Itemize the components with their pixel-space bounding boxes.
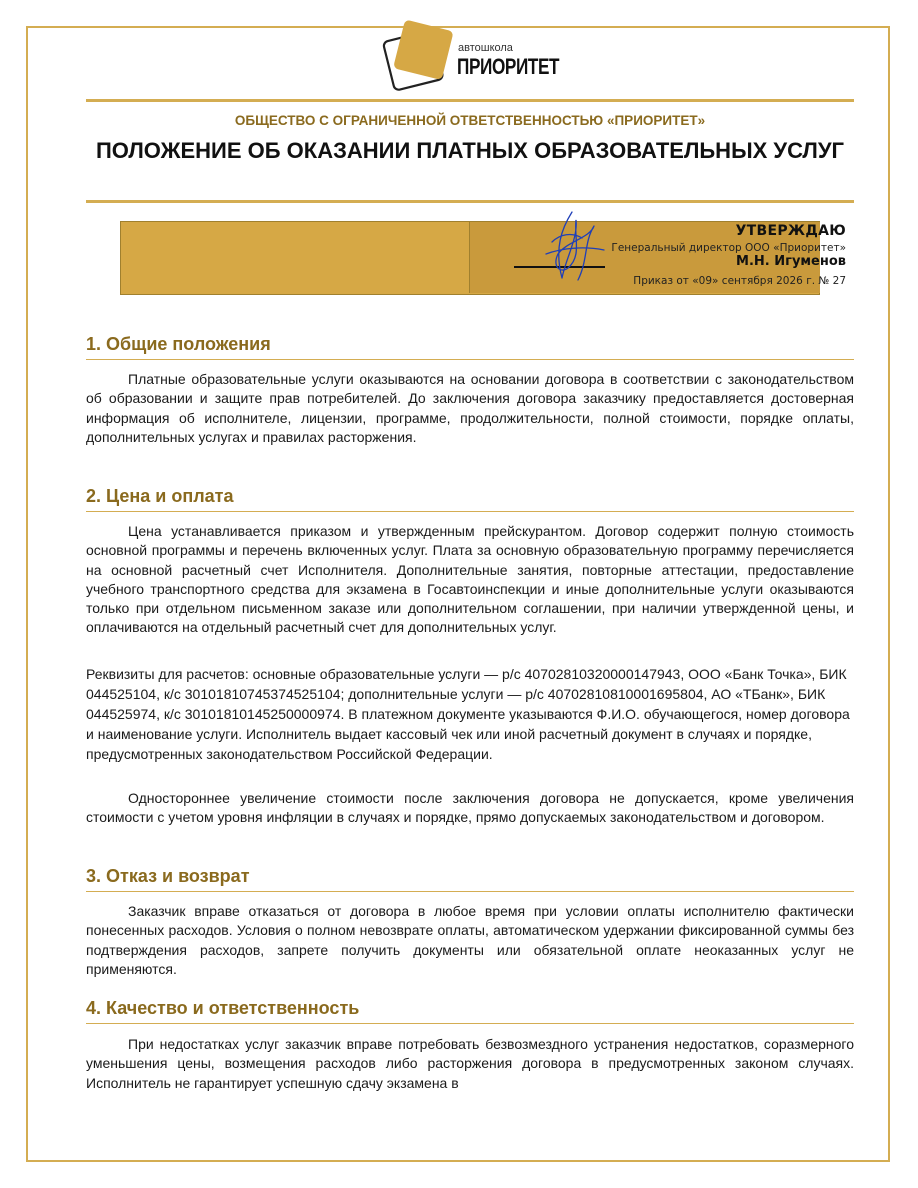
logo-subtitle: автошкола bbox=[458, 42, 513, 54]
section-4-paragraph-1: При недостатках услуг заказчик вправе потребовать безвозмездного устранения недостатков, соразмерного уменьшения цены, возмещения расходов либо расторжения договора в предусмотренных законом случаях. Исполнитель не гарантирует успешную сдачу экзамена в bbox=[86, 1036, 854, 1091]
approval-order: Приказ от «09» сентября 2026 г. № 27 bbox=[633, 275, 846, 287]
organization-name: ОБЩЕСТВО С ОГРАНИЧЕННОЙ ОТВЕТСТВЕННОСТЬЮ «ПРИОРИТЕТ» bbox=[234, 113, 706, 128]
section-heading-4: 4. Качество и ответственность bbox=[86, 997, 854, 1024]
approver-role: Генеральный директор ООО «Приоритет» bbox=[611, 242, 846, 254]
section-heading-1: 1. Общие положения bbox=[86, 333, 854, 360]
approval-heading: УТВЕРЖДАЮ bbox=[735, 223, 846, 239]
section-heading-2: 2. Цена и оплата bbox=[86, 485, 854, 512]
header-rule-bottom bbox=[86, 200, 854, 203]
logo-mark-icon bbox=[378, 18, 460, 100]
section-2-paragraph-3: Одностороннее увеличение стоимости после заключения договора не допускается, кроме увеличения стоимости с учетом уровня инфляции в случаях и порядке, прямо допускаемых законодательством и договором. bbox=[86, 790, 854, 826]
section-3-paragraph-1: Заказчик вправе отказаться от договора в любое время при условии оплаты исполнителю фактически понесенных расходов. Условия о полном невозврате оплаты, автоматическом удержании фиксированной суммы без подтверждения расходов, запрете получить документы или обязательной оплате неоказанных услуг не применяются. bbox=[86, 903, 854, 977]
logo bbox=[378, 18, 568, 100]
section-2-paragraph-1: Цена устанавливается приказом и утвержденным прейскурантом. Договор содержит полную стоимость основной программы и перечень включенных услуг. Плата за основную образовательную программу перечисляется на основной расчетный счет Исполнителя. Дополнительные занятия, повторные аттестации, предоставление учебного транспортного средства для экзамена в Госавтоинспекции и иные дополнительные услуги оказываются только при отдельном письменном заказе или дополнительном соглашении, при наличии утвержденной цены, и оплачиваются на отдельный расчетный счет для дополнительных услуг. bbox=[86, 523, 854, 636]
section-1-paragraph-1: Платные образовательные услуги оказываются на основании договора в соответствии с законодательством об образовании и защите прав потребителей. До заключения договора заказчику предоставляется достоверная информация об исполнителе, лицензии, программе, продолжительности, полной стоимости, порядке оплаты, дополнительных услугах и правилах расторжения. bbox=[86, 371, 854, 445]
approver-name: М.Н. Игуменов bbox=[736, 254, 846, 269]
document-title: ПОЛОЖЕНИЕ ОБ ОКАЗАНИИ ПЛАТНЫХ ОБРАЗОВАТЕЛЬНЫХ УСЛУГ bbox=[95, 138, 845, 163]
signature-icon bbox=[532, 208, 612, 288]
section-2-paragraph-2: Реквизиты для расчетов: основные образовательные услуги — р/с 40702810320000147943, ООО «Банк Точка», БИК 044525104, к/с 30101810745374525104; дополнительные услуги — р/с 40702810810001695804, АО «ТБанк», БИК 044525974, к/с 30101810145250000974. В платежном документе указываются Ф.И.О. обучающегося, номер договора и наименование услуги. Исполнитель выдает кассовый чек или иной расчетный документ в случаях и порядке, предусмотренных законодательством Российской Федерации. bbox=[86, 666, 850, 762]
header-rule-top bbox=[86, 99, 854, 102]
logo-title: ПРИОРИТЕТ bbox=[457, 54, 560, 79]
section-heading-3: 3. Отказ и возврат bbox=[86, 865, 854, 892]
